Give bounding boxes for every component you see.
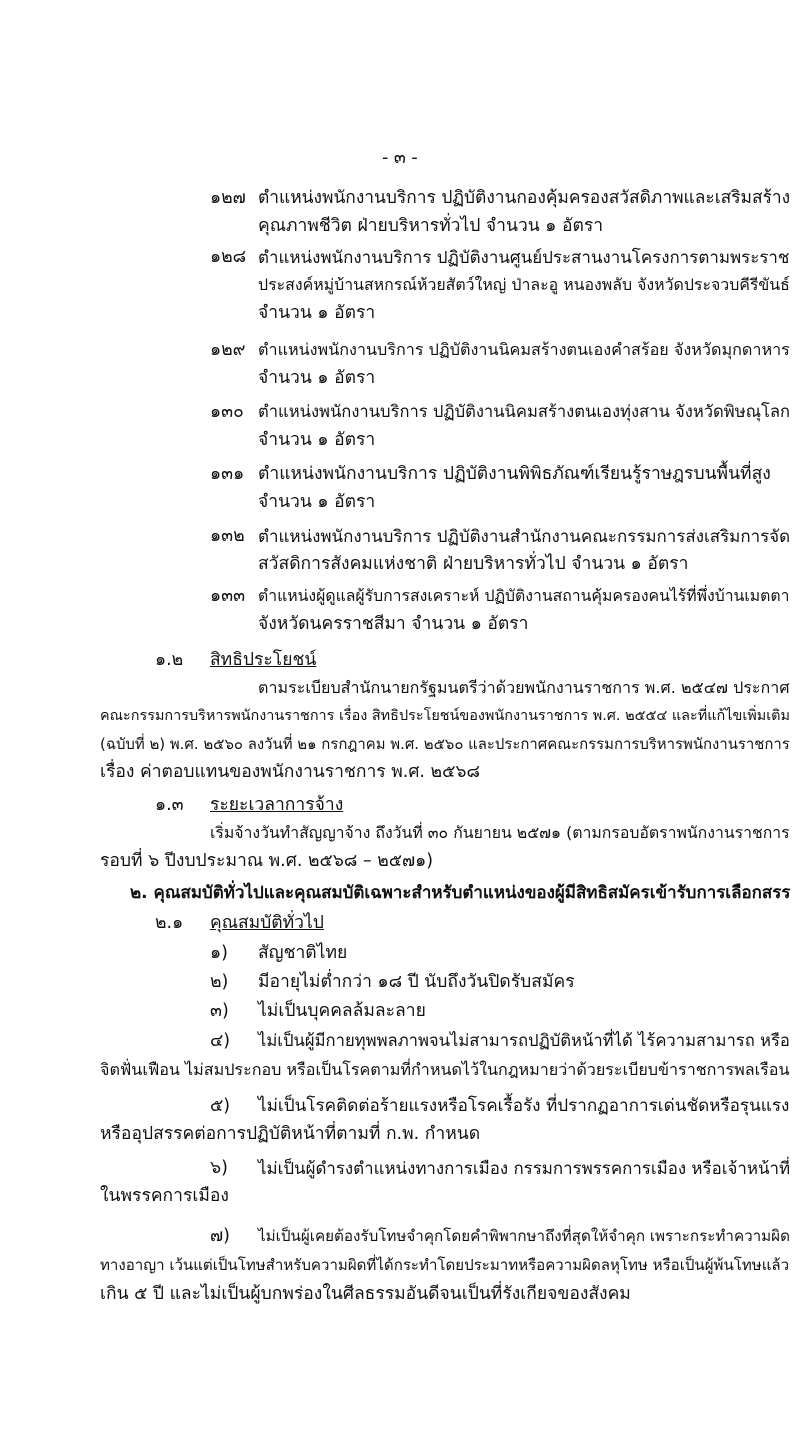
item-text: ไม่เป็นผู้ดำรงตำแหน่งทางการเมือง กรรมการพรรคการเมือง หรือเจ้าหน้าที่ <box>258 1158 791 1178</box>
paragraph-line: เริ่มจ้างวันทำสัญญาจ้าง ถึงวันที่ ๓๐ กันยายน ๒๕๗๑ (ตามกรอบอัตราพนักงานราชการ <box>210 823 790 842</box>
position-line: จำนวน ๑ อัตรา <box>258 430 376 450</box>
position-line: ตำแหน่งผู้ดูแลผู้รับการสงเคราะห์ ปฏิบัติงานสถานคุ้มครองคนไร้ที่พึ่งบ้านเมตตา <box>258 586 790 605</box>
paragraph-line: เรื่อง ค่าตอบแทนของพนักงานราชการ พ.ศ. ๒๕๖๘ <box>100 762 480 782</box>
page-number: - ๓ - <box>382 148 418 168</box>
paragraph-line: รอบที่ ๖ ปีงบประมาณ พ.ศ. ๒๕๖๘ – ๒๕๗๑) <box>100 851 434 871</box>
position-number: ๑๓๐ <box>210 402 244 422</box>
item-text: ไม่เป็นผู้มีกายทุพพลภาพจนไม่สามารถปฏิบัติหน้าที่ได้ ไร้ความสามารถ หรือ <box>258 1031 790 1050</box>
position-line: จำนวน ๑ อัตรา <box>258 492 376 512</box>
subsection-number: ๒.๑ <box>155 913 184 933</box>
position-line: ตำแหน่งพนักงานบริการ ปฏิบัติงานกองคุ้มครองสวัสดิภาพและเสริมสร้าง <box>258 188 791 208</box>
position-line: ตำแหน่งพนักงานบริการ ปฏิบัติงานนิคมสร้างตนเองทุ่งสาน จังหวัดพิษณุโลก <box>258 402 791 421</box>
item-continuation: จิตฟั่นเฟือน ไม่สมประกอบ หรือเป็นโรคตามที่กำหนดไว้ในกฎหมายว่าด้วยระเบียบข้าราชการพลเรือน <box>100 1060 790 1079</box>
position-line: คุณภาพชีวิต ฝ่ายบริหารทั่วไป จำนวน ๑ อัตรา <box>258 216 604 236</box>
position-number: ๑๓๓ <box>210 586 246 606</box>
paragraph-line: (ฉบับที่ ๒) พ.ศ. ๒๕๖๐ ลงวันที่ ๒๑ กรกฎาคม พ.ศ. ๒๕๖๐ และประกาศคณะกรรมการบริหารพนักงานราชการ <box>100 735 790 753</box>
subsection-heading: คุณสมบัติทั่วไป <box>210 913 324 933</box>
position-number: ๑๒๙ <box>210 340 246 360</box>
section-2-heading: ๒. คุณสมบัติทั่วไปและคุณสมบัติเฉพาะสำหรับตำแหน่งของผู้มีสิทธิสมัครเข้ารับการเลือกสรร <box>130 882 791 902</box>
position-line: ตำแหน่งพนักงานบริการ ปฏิบัติงานศูนย์ประสานงานโครงการตามพระราช <box>258 247 790 267</box>
item-text: ไม่เป็นบุคคลล้มละลาย <box>258 1001 426 1021</box>
paragraph-line: ตามระเบียบสำนักนายกรัฐมนตรีว่าด้วยพนักงานราชการ พ.ศ. ๒๕๔๗ ประกาศ <box>258 678 790 697</box>
section-number: ๑.๒ <box>155 650 184 670</box>
item-text: มีอายุไม่ต่ำกว่า ๑๘ ปี นับถึงวันปิดรับสมัคร <box>258 972 575 992</box>
item-number: ๓) <box>210 1001 229 1021</box>
item-continuation: หรืออุปสรรคต่อการปฏิบัติหน้าที่ตามที่ ก.พ. กำหนด <box>100 1124 481 1144</box>
item-number: ๗) <box>210 1226 230 1246</box>
position-line: จำนวน ๑ อัตรา <box>258 368 376 388</box>
position-line: ตำแหน่งพนักงานบริการ ปฏิบัติงานพิพิธภัณฑ์เรียนรู้ราษฎรบนพื้นที่สูง <box>258 464 771 484</box>
position-number: ๑๓๑ <box>210 464 245 484</box>
item-continuation: ในพรรคการเมือง <box>100 1186 229 1206</box>
position-number: ๑๓๒ <box>210 526 245 546</box>
position-number: ๑๒๗ <box>210 188 246 208</box>
item-continuation: เกิน ๕ ปี และไม่เป็นผู้บกพร่องในศีลธรรมอันดีจนเป็นที่รังเกียจของสังคม <box>100 1284 631 1304</box>
position-number: ๑๒๘ <box>210 247 247 267</box>
section-heading: สิทธิประโยชน์ <box>210 650 317 670</box>
item-text: ไม่เป็นโรคติดต่อร้ายแรงหรือโรคเรื้อรัง ที่ปรากฏอาการเด่นชัดหรือรุนแรง <box>258 1096 790 1116</box>
section-number: ๑.๓ <box>155 795 184 815</box>
item-number: ๕) <box>210 1096 231 1116</box>
item-number: ๒) <box>210 972 229 992</box>
item-text: ไม่เป็นผู้เคยต้องรับโทษจำคุกโดยคำพิพากษาถึงที่สุดให้จำคุก เพราะกระทำความผิด <box>258 1227 790 1245</box>
item-text: สัญชาติไทย <box>258 943 348 963</box>
item-number: ๑) <box>210 943 228 963</box>
item-continuation: ทางอาญา เว้นแต่เป็นโทษสำหรับความผิดที่ได้กระทำโดยประมาทหรือความผิดลหุโทษ หรือเป็นผู้พ้นโทษแล้ว <box>100 1256 790 1274</box>
position-line: ตำแหน่งพนักงานบริการ ปฏิบัติงานสำนักงานคณะกรรมการส่งเสริมการจัด <box>258 526 791 546</box>
position-line: จำนวน ๑ อัตรา <box>258 303 376 323</box>
position-line: ประสงค์หมู่บ้านสหกรณ์ห้วยสัตว์ใหญ่ ป่าละอู หนองพลับ จังหวัดประจวบคีรีขันธ์ <box>258 275 790 294</box>
position-line: สวัสดิการสังคมแห่งชาติ ฝ่ายบริหารทั่วไป จำนวน ๑ อัตรา <box>258 554 689 574</box>
item-number: ๖) <box>210 1158 228 1178</box>
position-line: ตำแหน่งพนักงานบริการ ปฏิบัติงานนิคมสร้างตนเองคำสร้อย จังหวัดมุกดาหาร <box>258 340 790 359</box>
position-line: จังหวัดนครราชสีมา จำนวน ๑ อัตรา <box>258 614 529 634</box>
section-heading: ระยะเวลาการจ้าง <box>210 795 344 815</box>
item-number: ๔) <box>210 1031 231 1051</box>
paragraph-line: คณะกรรมการบริหารพนักงานราชการ เรื่อง สิทธิประโยชน์ของพนักงานราชการ พ.ศ. ๒๕๕๔ และที่แก้ไขเพิ่มเติม <box>100 708 791 724</box>
